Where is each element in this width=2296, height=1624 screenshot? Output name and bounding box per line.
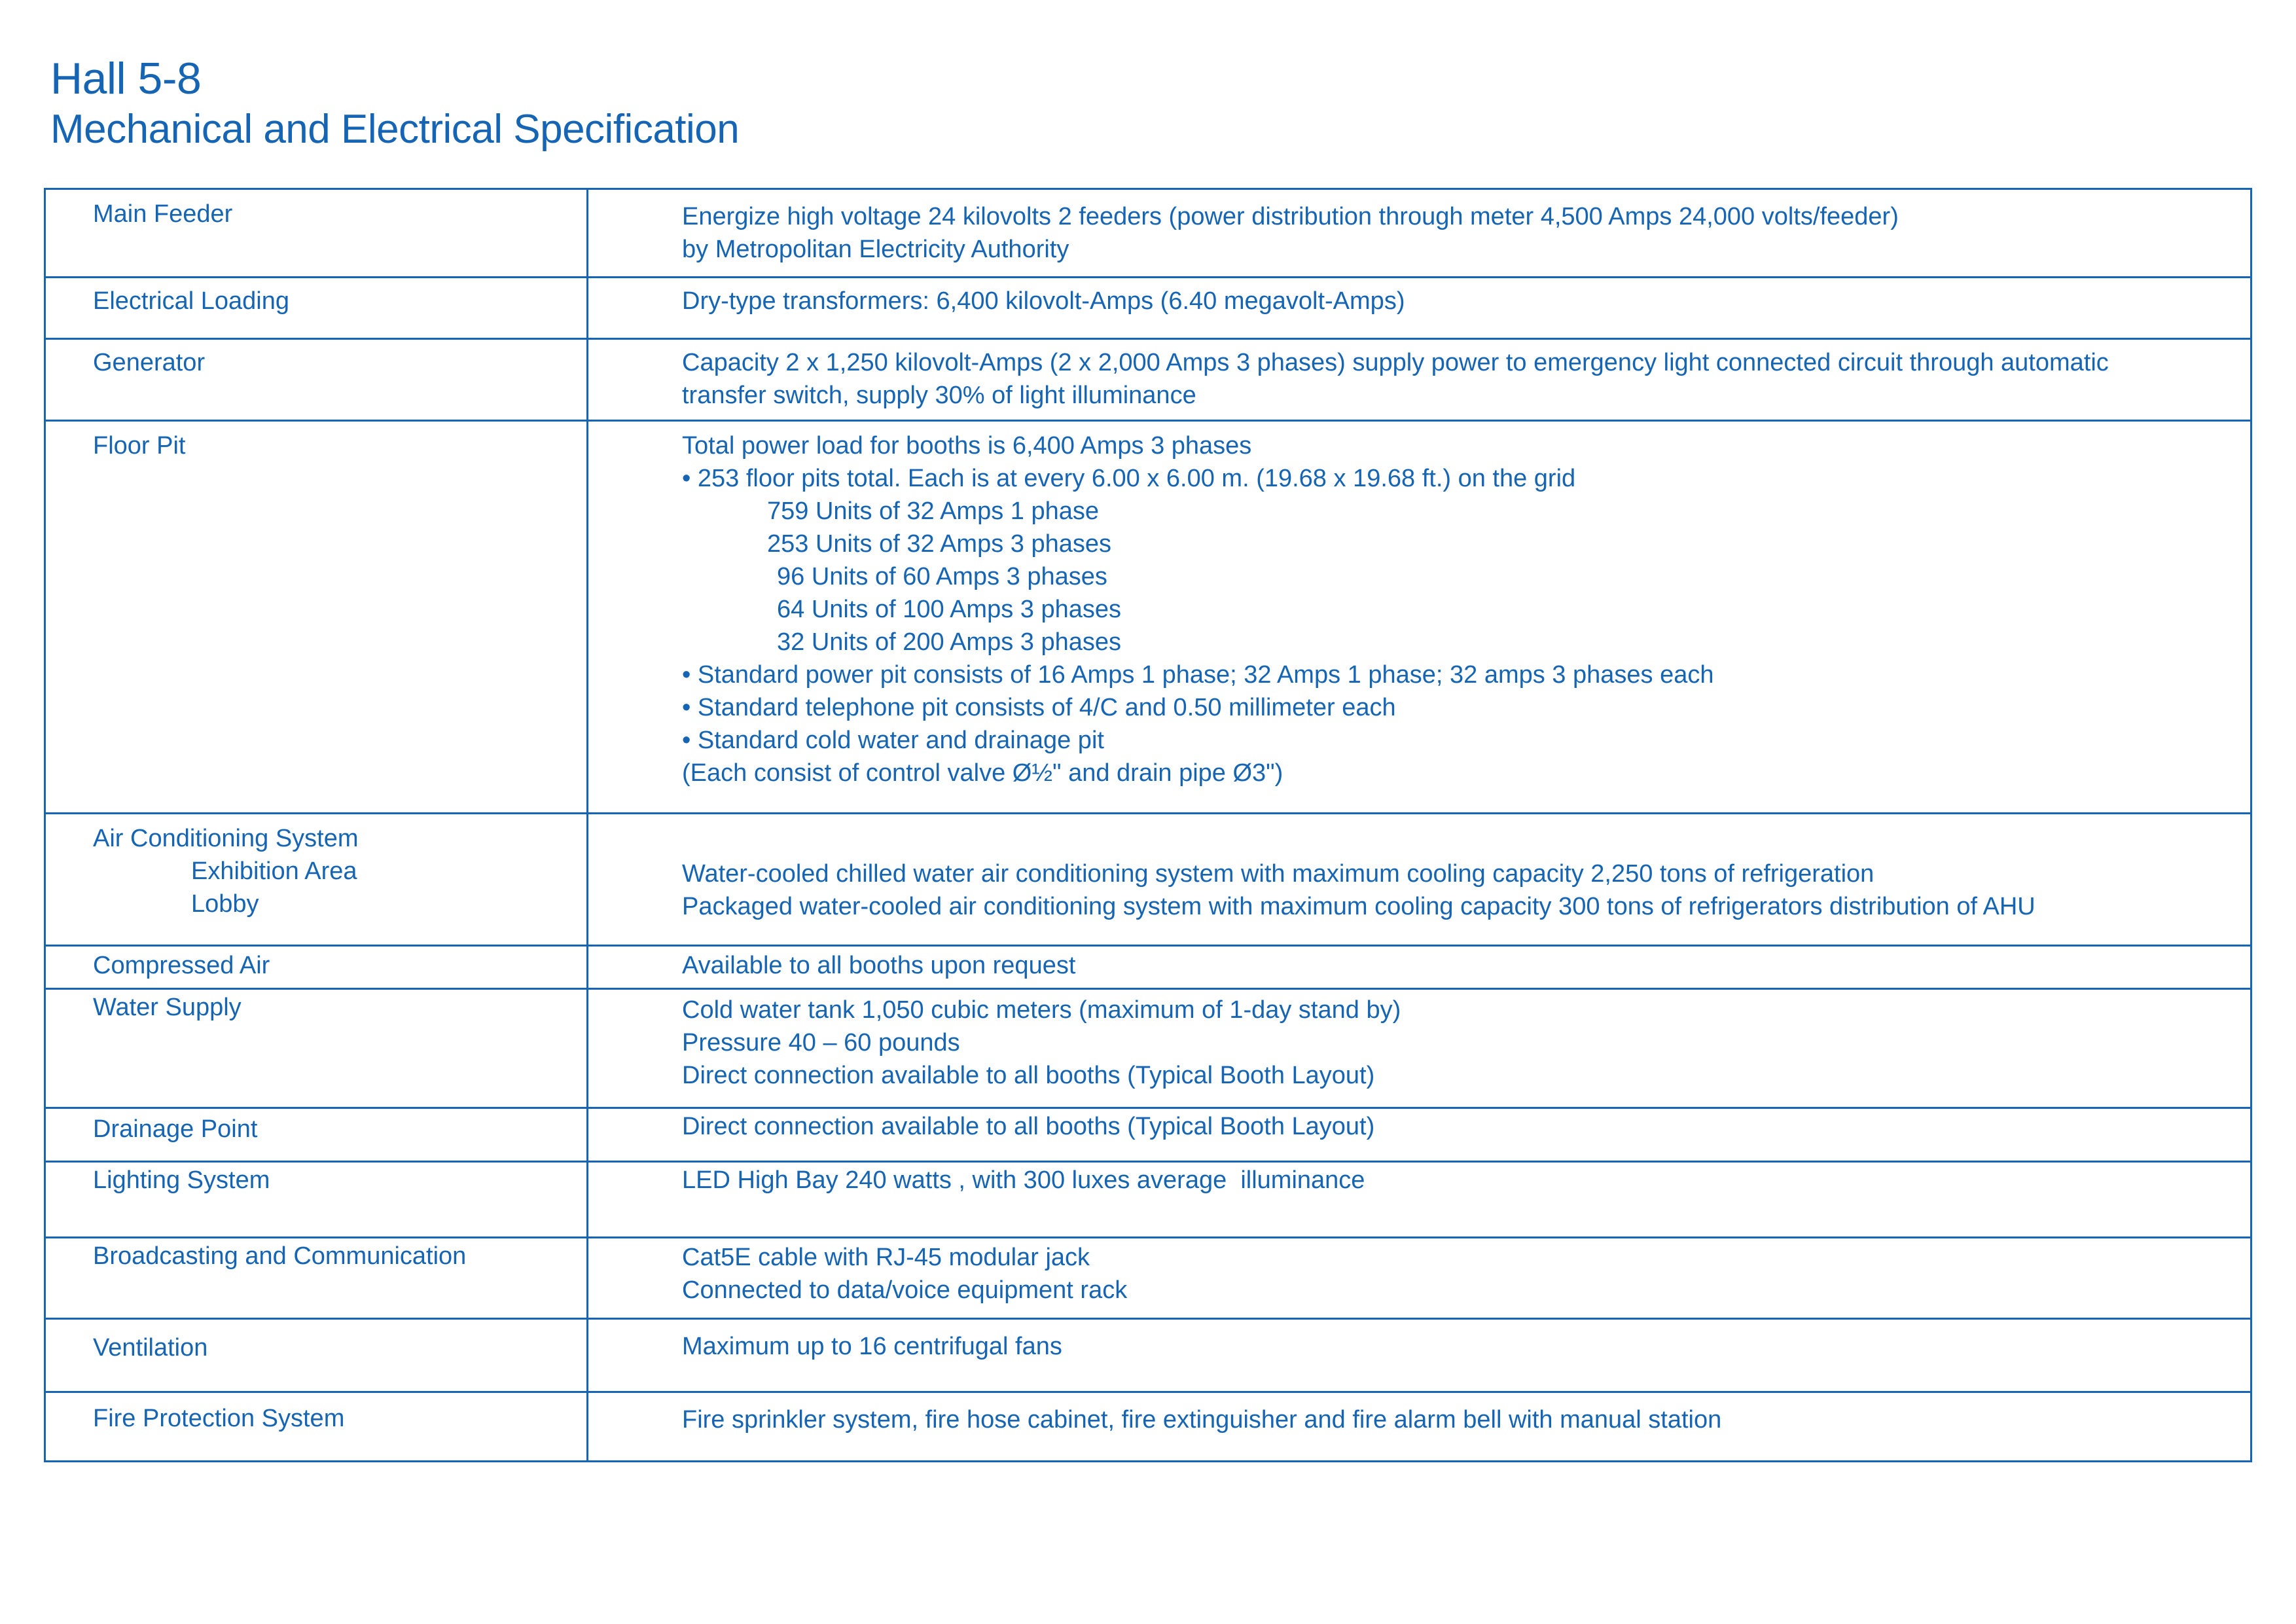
row-value-cell [588,989,2251,1108]
value-line: Dry-type transformers: 6,400 kilovolt-Amps (6.40 megavolt-Amps) [682,287,1405,315]
value-line: Total power load for booths is 6,400 Amps 3 phases [682,432,1252,460]
value-line: 759 Units of 32 Amps 1 phase [767,497,1099,525]
value-line: Direct connection available to all booths (Typical Booth Layout) [682,1062,1375,1089]
row-label: Drainage Point [93,1115,258,1143]
value-line: Connected to data/voice equipment rack [682,1276,1128,1304]
row-label-cell [45,339,588,421]
value-line: Available to all booths upon request [682,952,1076,979]
value-line: • Standard telephone pit consists of 4/C and 0.50 millimeter each [682,694,1396,721]
value-line: 253 Units of 32 Amps 3 phases [767,530,1111,558]
row-label: Air Conditioning System [93,825,359,852]
value-line: Capacity 2 x 1,250 kilovolt-Amps (2 x 2,000 Amps 3 phases) supply power to emergency light connected circuit through automatic [682,349,2109,376]
table-row-main-feeder [45,189,2251,278]
table-row-drainage-point [45,1108,2251,1162]
row-label: Water Supply [93,994,242,1021]
row-label-cell [45,278,588,339]
page-header [50,52,739,154]
table-row-electrical-loading [45,278,2251,339]
value-line: Water-cooled chilled water air conditioning system with maximum cooling capacity 2,250 tons of refrigeration [682,860,1874,888]
value-line: Pressure 40 – 60 pounds [682,1029,960,1056]
row-label-cell [45,421,588,814]
row-value-cell [588,946,2251,989]
page-title: Hall 5-8 [50,54,202,103]
row-value-cell [588,278,2251,339]
table-row-ventilation [45,1319,2251,1392]
row-label: Electrical Loading [93,287,289,315]
value-line: Direct connection available to all booths (Typical Booth Layout) [682,1113,1375,1140]
value-line: 32 Units of 200 Amps 3 phases [777,628,1121,656]
value-line: Cold water tank 1,050 cubic meters (maximum of 1-day stand by) [682,996,1401,1024]
value-line: LED High Bay 240 watts , with 300 luxes average illuminance [682,1166,1365,1194]
row-label: Lighting System [93,1166,270,1194]
row-value-cell [588,1319,2251,1392]
value-line: Maximum up to 16 centrifugal fans [682,1333,1062,1360]
row-value-cell [588,1238,2251,1319]
row-label: Ventilation [93,1334,208,1362]
row-label: Main Feeder [93,200,233,228]
value-line: Fire sprinkler system, fire hose cabinet, fire extinguisher and fire alarm bell with manual station [682,1406,1722,1434]
row-label-cell [45,189,588,278]
value-line: Cat5E cable with RJ-45 modular jack [682,1244,1090,1271]
row-value-cell [588,1162,2251,1238]
row-value-cell [588,1392,2251,1462]
value-line: by Metropolitan Electricity Authority [682,236,1069,263]
row-value-cell [588,189,2251,278]
row-label-cell [45,1162,588,1238]
value-line: 96 Units of 60 Amps 3 phases [777,563,1107,590]
row-label-cell [45,989,588,1108]
row-value-cell [588,339,2251,421]
row-label: Generator [93,349,206,376]
table-row-water-supply [45,989,2251,1108]
value-line: • 253 floor pits total. Each is at every 6.00 x 6.00 m. (19.68 x 19.68 ft.) on the grid [682,465,1576,492]
row-label: Fire Protection System [93,1405,345,1432]
row-label-cell [45,1392,588,1462]
table-row-lighting-system [45,1162,2251,1238]
row-label: Floor Pit [93,432,186,460]
value-line: Packaged water-cooled air conditioning system with maximum cooling capacity 300 tons of refrigerators distribution of AHU [682,893,2036,920]
row-value-cell [588,814,2251,946]
row-label: Compressed Air [93,952,270,979]
value-line: • Standard power pit consists of 16 Amps 1 phase; 32 Amps 1 phase; 32 amps 3 phases each [682,661,1714,689]
table-row-generator [45,339,2251,421]
table-row-compressed-air [45,946,2251,989]
table-row-broadcasting [45,1238,2251,1319]
value-line: transfer switch, supply 30% of light illuminance [682,382,1196,409]
value-line: Energize high voltage 24 kilovolts 2 feeders (power distribution through meter 4,500 Amps 24,000 volts/feeder) [682,203,1899,230]
row-label: Broadcasting and Communication [93,1242,467,1270]
row-label-cell [45,1319,588,1392]
row-label-cell [45,1238,588,1319]
row-sublabel: Exhibition Area [191,857,357,885]
row-label-cell [45,1108,588,1162]
row-label-cell [45,946,588,989]
row-value-cell [588,421,2251,814]
table-row-floor-pit [45,421,2251,814]
value-line: 64 Units of 100 Amps 3 phases [777,596,1121,623]
specification-table [44,188,2252,1462]
row-value-cell [588,1108,2251,1162]
row-label-cell [45,814,588,946]
row-sublabel: Lobby [191,890,259,918]
value-line: (Each consist of control valve Ø½" and drain pipe Ø3") [682,759,1283,787]
table-row-air-conditioning [45,814,2251,946]
value-line: • Standard cold water and drainage pit [682,727,1104,754]
page-subtitle: Mechanical and Electrical Specification [50,107,740,152]
table-row-fire-protection [45,1392,2251,1462]
